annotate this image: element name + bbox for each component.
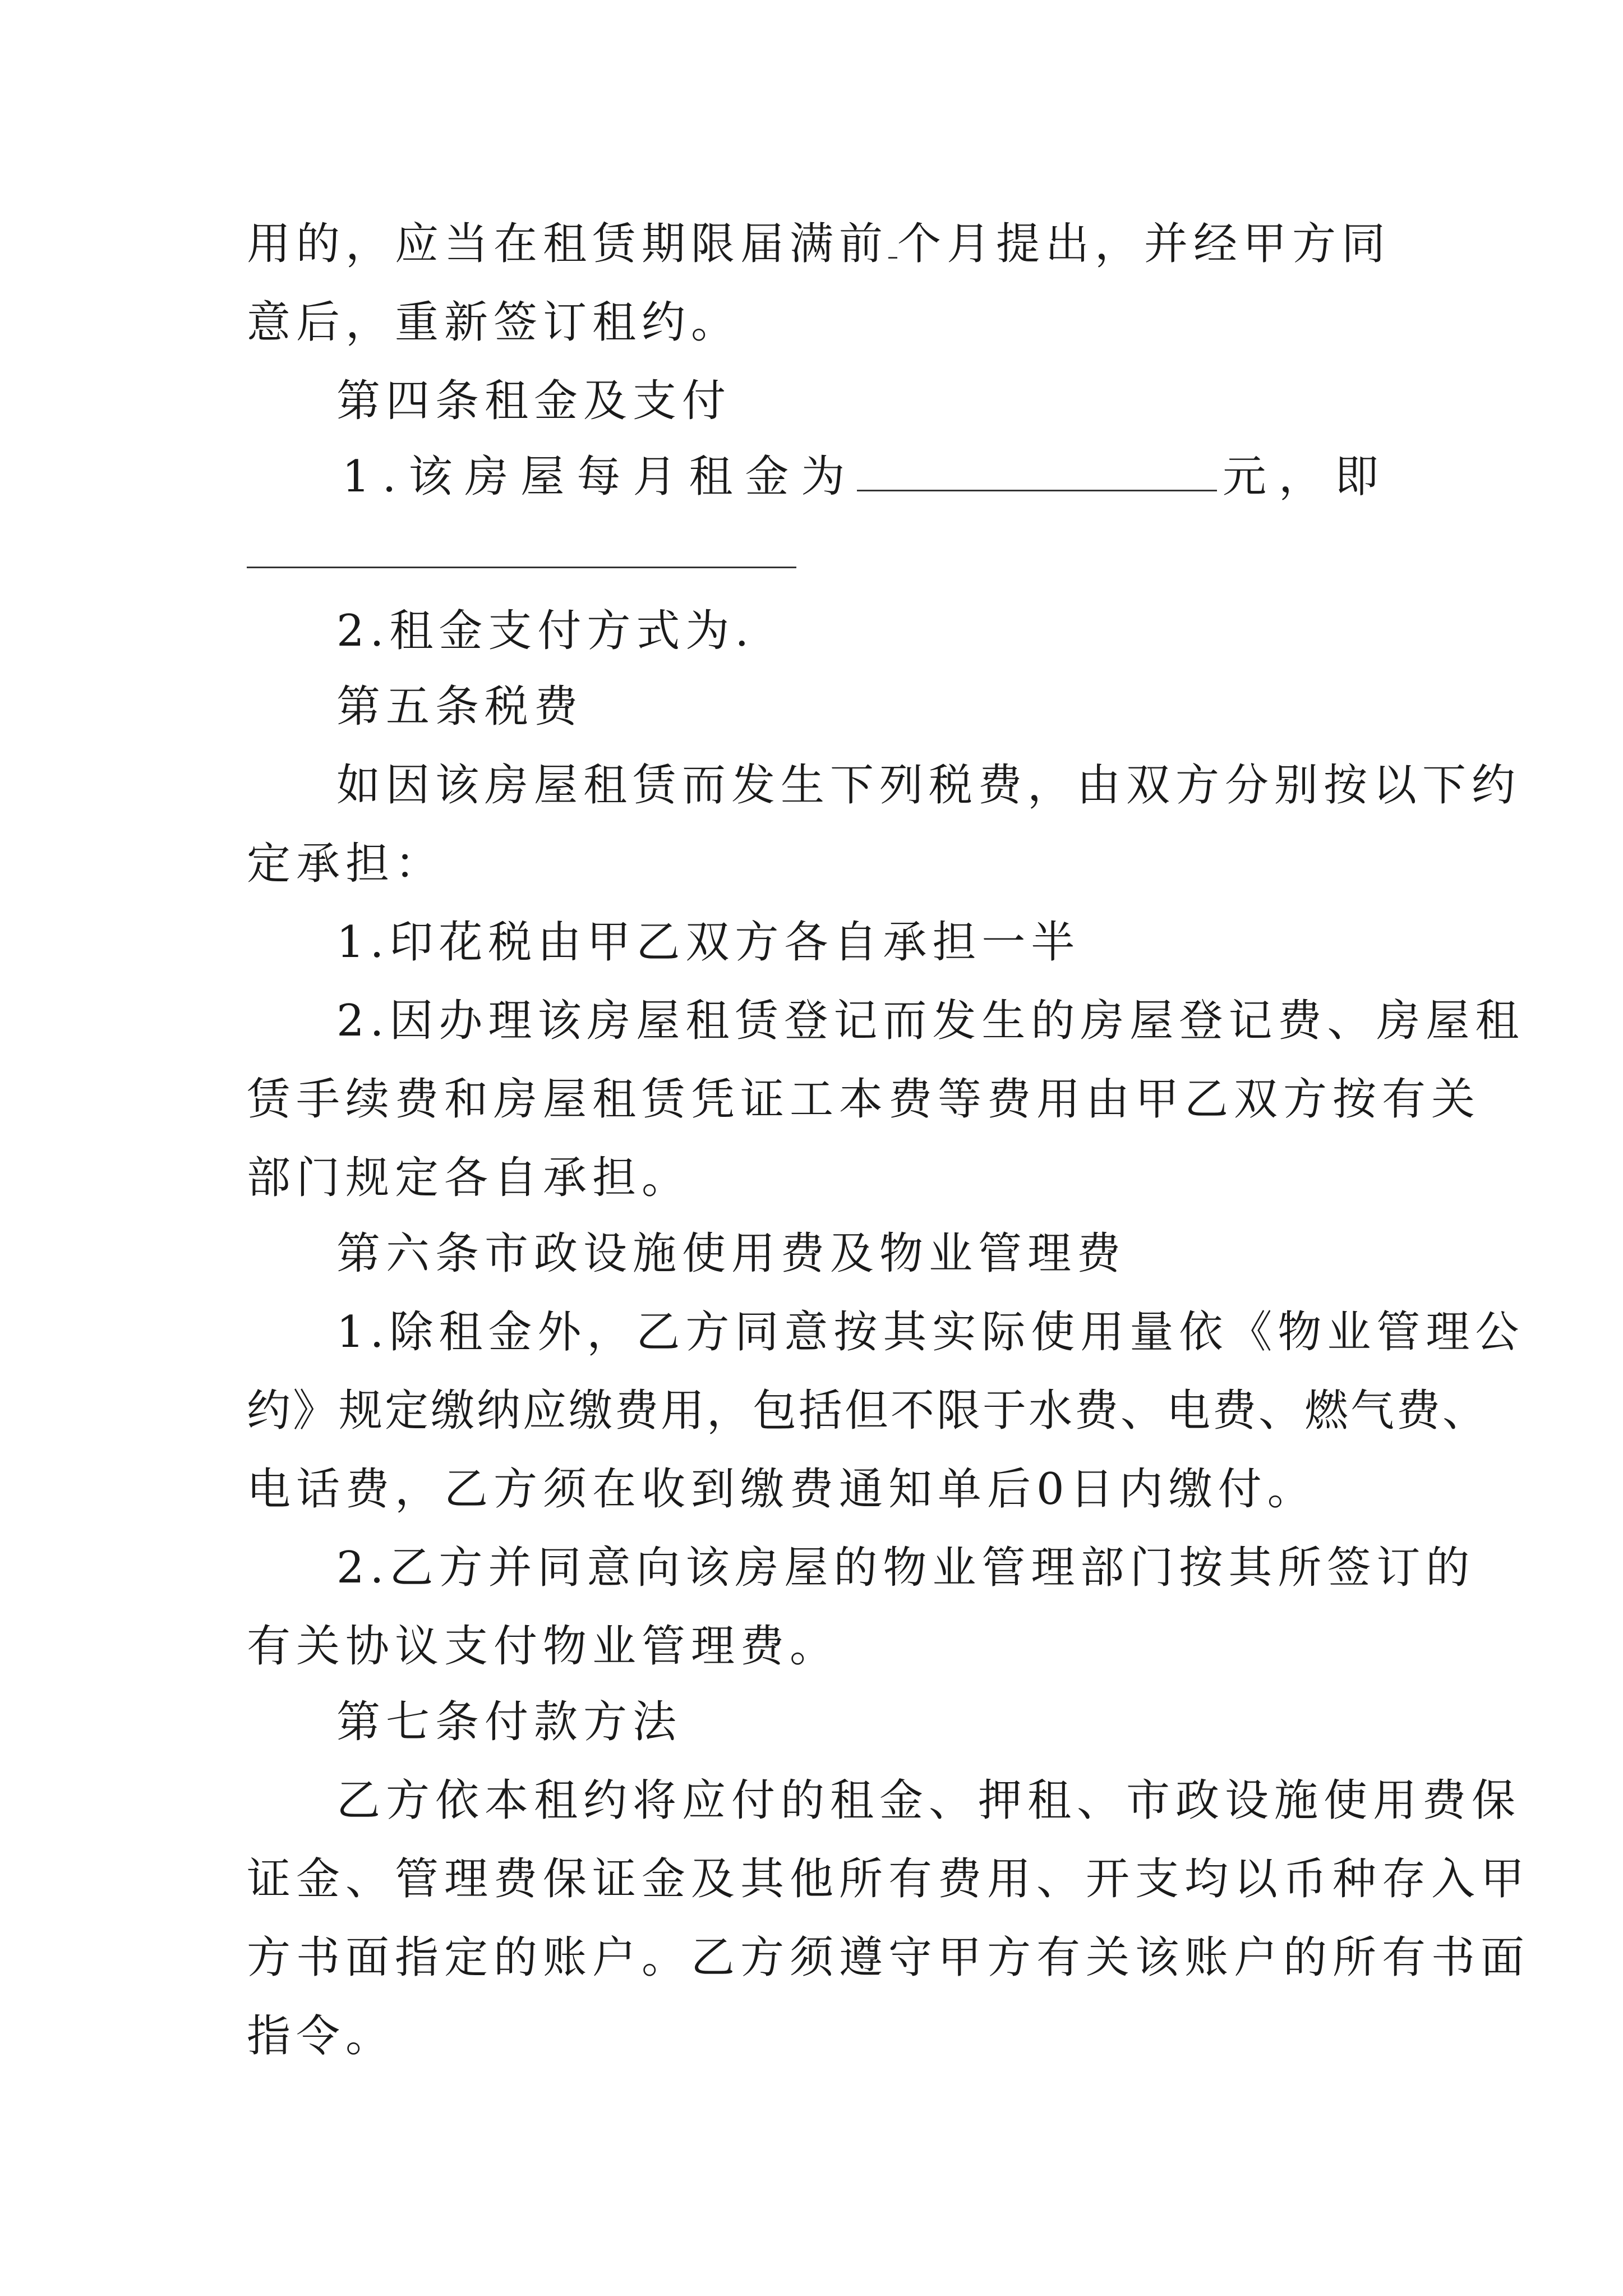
paragraph-line [342, 449, 1391, 505]
line-text: 1.该房屋每月租金为 [342, 452, 857, 502]
paragraph-line: 部门规定各自承担。 [247, 1153, 691, 1203]
fill-in-blank [857, 450, 1217, 491]
section-heading: 第六条市政设施使用费及物业管理费 [336, 1228, 1127, 1279]
paragraph-line: 约》规定缴纳应缴费用，包括但不限于水费、电费、燃气费、 [247, 1386, 1489, 1436]
paragraph-line: 如因该房屋租赁而发生下列税费，由双方分别按以下约 [336, 760, 1521, 811]
line-text: 元，即 [1222, 452, 1391, 502]
paragraph-line: 1.印花税由甲乙双方各自承担一半 [336, 917, 1081, 968]
fill-in-blank [888, 218, 897, 259]
paragraph-line: 有关协议支付物业管理费。 [247, 1621, 840, 1672]
paragraph-line [247, 216, 1391, 272]
line-text: 用的，应当在租赁期限届满前 [247, 219, 889, 269]
paragraph-line: 赁手续费和房屋租赁凭证工本费等费用由甲乙双方按有关 [247, 1074, 1481, 1125]
section-heading: 第七条付款方法 [336, 1697, 683, 1747]
paragraph-line: 证金、管理费保证金及其他所有费用、开支均以币种存入甲 [247, 1854, 1530, 1904]
paragraph-line: 方书面指定的账户。乙方须遵守甲方有关该账户的所有书面 [247, 1932, 1530, 1983]
paragraph-line: 意后，重新签订租约。 [247, 297, 741, 348]
paragraph-line: 1.除租金外，乙方同意按其实际使用量依《物业管理公 [336, 1307, 1525, 1358]
line-text: 个月提出，并经甲方同 [897, 219, 1391, 269]
paragraph-line: 指令。 [247, 2011, 395, 2062]
paragraph-line: 2.因办理该房屋租赁登记而发生的房屋登记费、房屋租 [336, 996, 1525, 1046]
section-heading: 第四条租金及支付 [336, 376, 732, 426]
paragraph-line: 乙方依本租约将应付的租金、押租、市政设施使用费保 [336, 1775, 1521, 1826]
paragraph-line: 2.租金支付方式为. [336, 606, 755, 656]
paragraph-line: 电话费，乙方须在收到缴费通知单后0日内缴付。 [247, 1464, 1317, 1515]
section-heading: 第五条税费 [336, 682, 584, 732]
paragraph-line: 2.乙方并同意向该房屋的物业管理部门按其所签订的 [336, 1543, 1476, 1593]
fill-in-blank [247, 567, 796, 568]
paragraph-line: 定承担： [247, 839, 445, 889]
